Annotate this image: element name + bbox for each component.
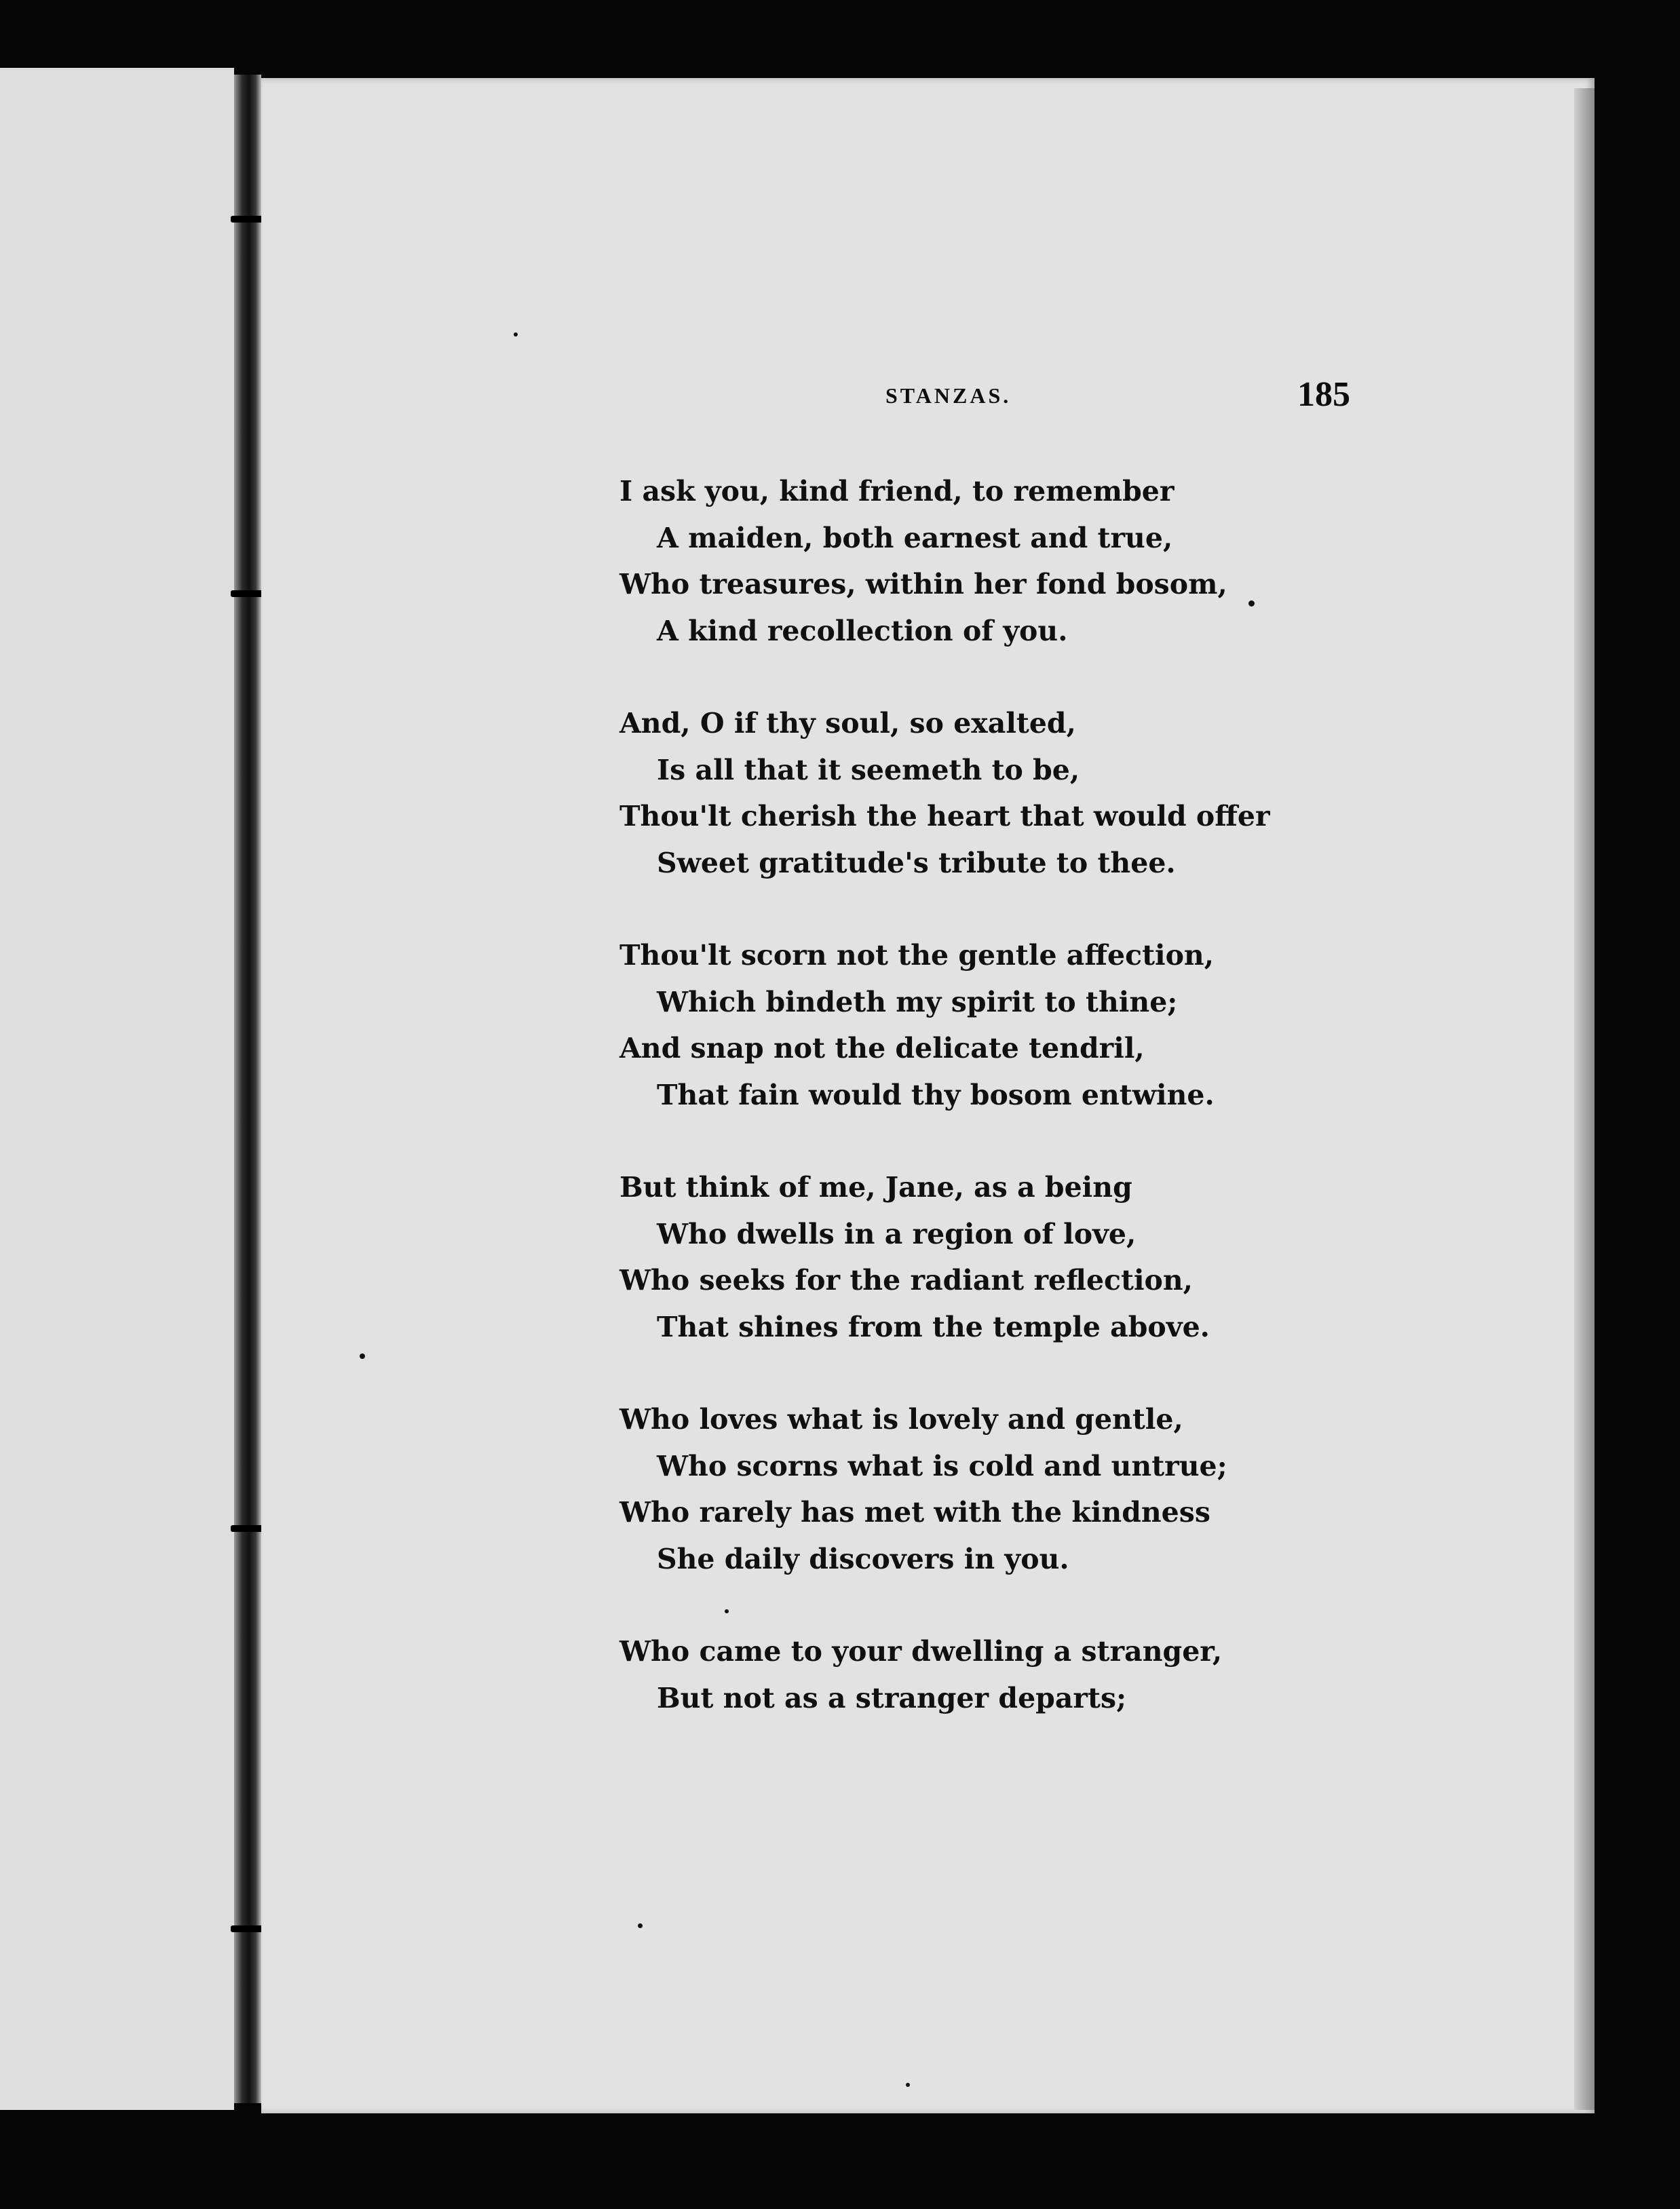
stanza (619, 1628, 1298, 1721)
scan-speck (906, 2083, 910, 2087)
running-head: STANZAS. (885, 383, 1012, 408)
poem-line: Who scorns what is cold and untrue; (657, 1449, 1227, 1482)
poem-line: Who dwells in a region of love, (657, 1217, 1137, 1250)
stanza (619, 468, 1298, 654)
stanza (619, 1396, 1298, 1582)
stanza (619, 932, 1298, 1118)
poem-line: A maiden, both earnest and true, (657, 521, 1173, 554)
poem-line: Who came to your dwelling a stranger, (619, 1635, 1223, 1668)
poem-line: And snap not the delicate tendril, (619, 1032, 1145, 1064)
poem-line: Who treasures, within her fond bosom, (619, 568, 1227, 600)
previous-page-edge (0, 68, 234, 2110)
poem-line: Thou'lt scorn not the gentle affection, (619, 939, 1215, 972)
poem-line: But think of me, Jane, as a being (619, 1171, 1132, 1204)
poem-body (619, 468, 1298, 1767)
poem-line: A kind recollection of you. (657, 614, 1068, 647)
poem-line: Who seeks for the radiant reflection, (619, 1264, 1193, 1296)
poem-line: She daily discovers in you. (657, 1542, 1069, 1575)
poem-line: Thou'lt cherish the heart that would offer (619, 800, 1270, 832)
stanza (619, 700, 1298, 886)
poem-line: Who rarely has met with the kindness (619, 1496, 1210, 1529)
book-gutter (234, 75, 261, 2103)
poem-line: Is all that it seemeth to be, (657, 753, 1080, 786)
poem-line: And, O if thy soul, so exalted, (619, 707, 1076, 739)
poem-line: That fain would thy bosom entwine. (657, 1078, 1215, 1111)
scan-speck (514, 332, 518, 337)
scan-speck (725, 1609, 729, 1613)
scan-speck (1248, 600, 1255, 607)
poem-line: But not as a stranger departs; (657, 1681, 1127, 1714)
page-number: 185 (1297, 375, 1350, 414)
scan-speck (360, 1353, 365, 1359)
stanza (619, 1164, 1298, 1350)
poem-line: I ask you, kind friend, to remember (619, 475, 1175, 507)
page-edge-shadow (1574, 88, 1595, 2110)
poem-line: Who loves what is lovely and gentle, (619, 1403, 1183, 1436)
scan-speck (638, 1923, 643, 1928)
poem-line: That shines from the temple above. (657, 1310, 1210, 1343)
poem-line: Which bindeth my spirit to thine; (657, 985, 1178, 1018)
poem-line: Sweet gratitude's tribute to thee. (657, 846, 1176, 879)
